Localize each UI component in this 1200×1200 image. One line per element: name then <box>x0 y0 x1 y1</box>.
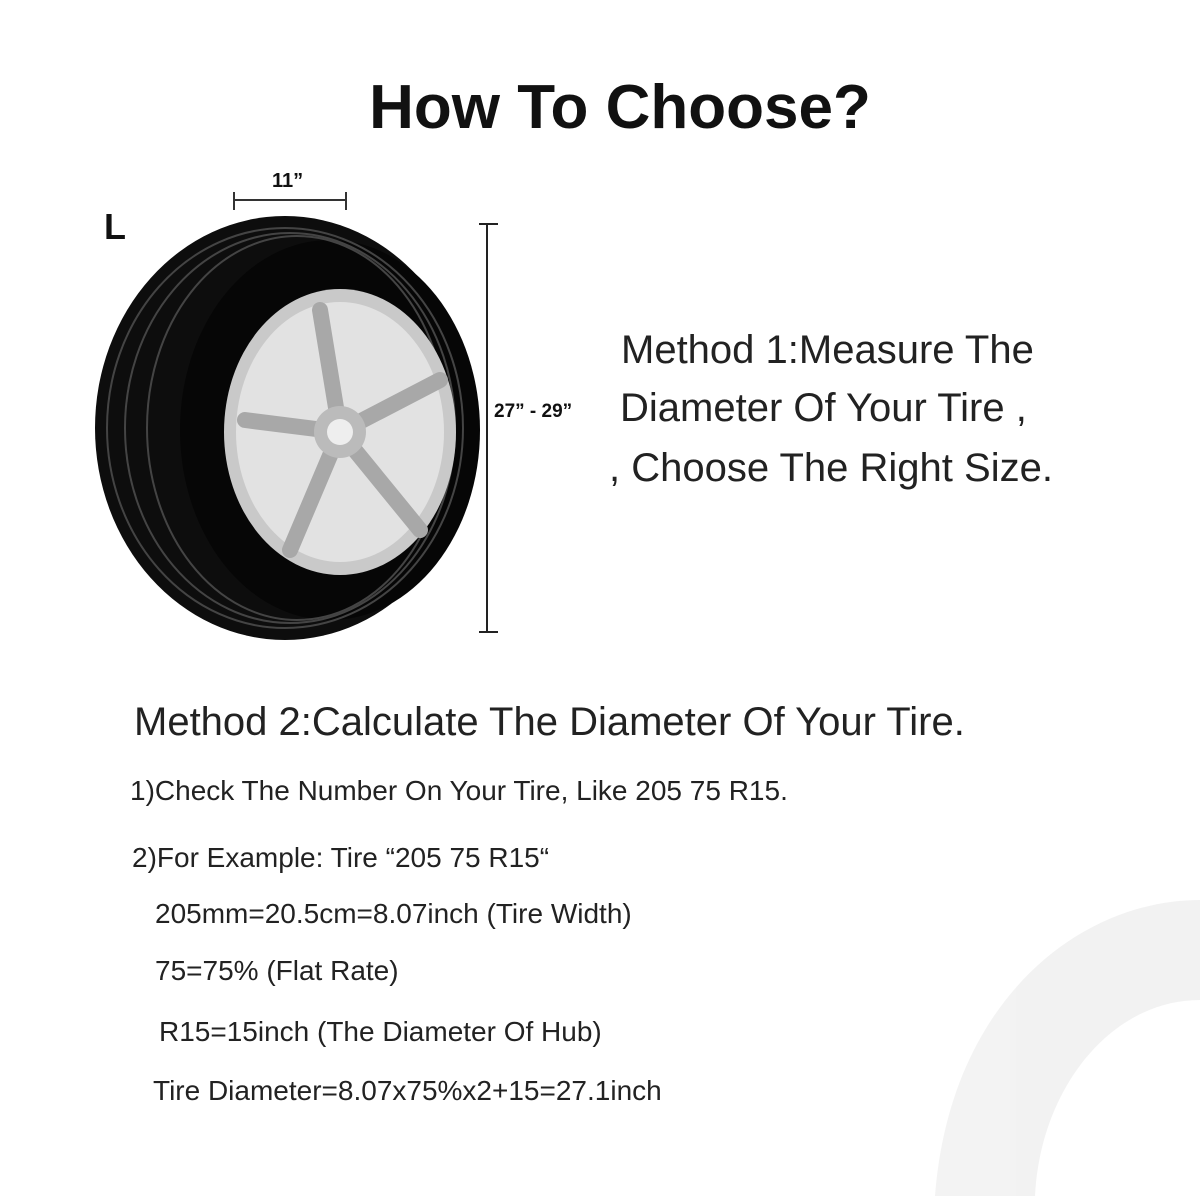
diameter-dimension-line <box>479 224 498 632</box>
diameter-label: 27” - 29” <box>494 401 573 422</box>
method1-line: , Choose The Right Size. <box>609 446 1053 490</box>
page-title: How To Choose? <box>369 73 871 142</box>
method2-step2: 2)For Example: Tire “205 75 R15“ <box>132 842 550 873</box>
width-label: 11” <box>272 170 304 192</box>
method2-line: 75=75% (Flat Rate) <box>155 955 399 986</box>
width-dimension-line <box>234 192 346 210</box>
method2-line: 205mm=20.5cm=8.07inch (Tire Width) <box>155 898 632 929</box>
method1-line: Diameter Of Your Tire , <box>620 386 1027 430</box>
watermark-tire-icon <box>935 900 1200 1196</box>
size-label: L <box>104 206 126 247</box>
tire-icon <box>95 216 480 640</box>
method1-line: Method 1:Measure The <box>621 328 1034 372</box>
method2-heading: Method 2:Calculate The Diameter Of Your Tire. <box>134 700 965 744</box>
method2-step1: 1)Check The Number On Your Tire, Like 205 75 R15. <box>130 775 788 806</box>
method2-line: R15=15inch (The Diameter Of Hub) <box>159 1016 602 1047</box>
method2-line: Tire Diameter=8.07x75%x2+15=27.1inch <box>153 1075 662 1106</box>
